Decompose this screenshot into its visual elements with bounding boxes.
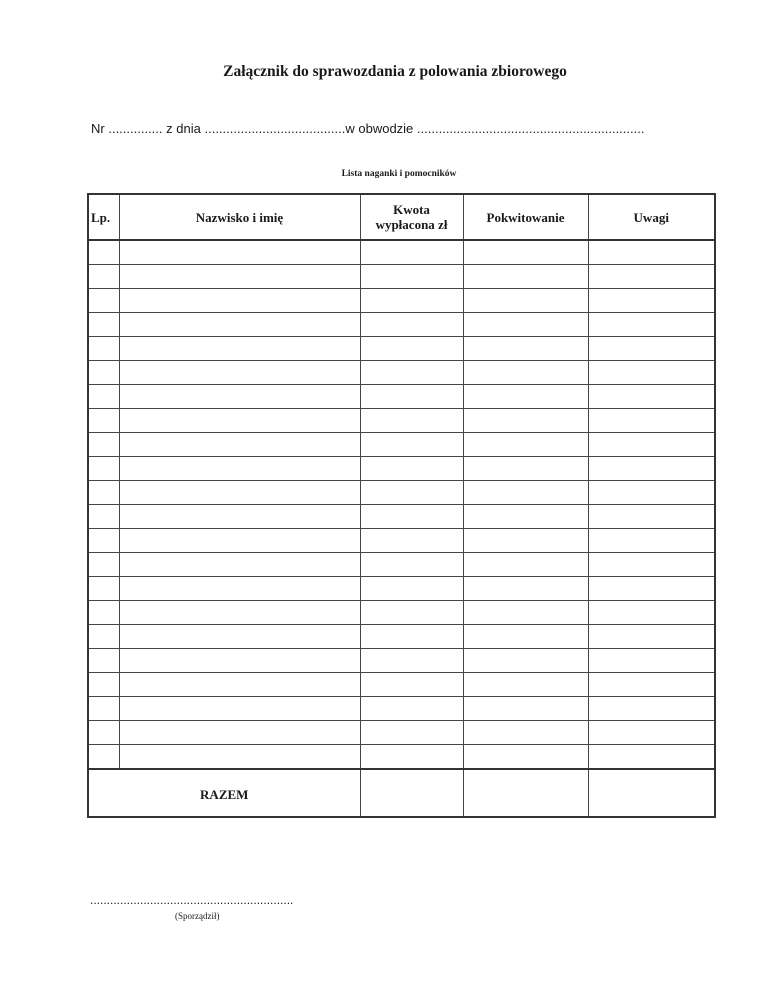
table-row bbox=[88, 409, 715, 433]
notes-cell[interactable] bbox=[588, 240, 715, 265]
name-cell[interactable] bbox=[119, 265, 360, 289]
name-cell[interactable] bbox=[119, 505, 360, 529]
notes-cell[interactable] bbox=[588, 409, 715, 433]
name-cell[interactable] bbox=[119, 337, 360, 361]
notes-cell[interactable] bbox=[588, 289, 715, 313]
receipt-cell[interactable] bbox=[463, 625, 588, 649]
table-row bbox=[88, 240, 715, 265]
name-cell[interactable] bbox=[119, 553, 360, 577]
amount-cell[interactable] bbox=[360, 529, 463, 553]
notes-cell[interactable] bbox=[588, 625, 715, 649]
district-field[interactable]: ............................................................... bbox=[416, 121, 645, 136]
notes-cell[interactable] bbox=[588, 313, 715, 337]
amount-cell[interactable] bbox=[360, 240, 463, 265]
receipt-cell[interactable] bbox=[463, 697, 588, 721]
table-body bbox=[88, 240, 715, 769]
table-row bbox=[88, 313, 715, 337]
receipt-cell[interactable] bbox=[463, 505, 588, 529]
amount-cell[interactable] bbox=[360, 697, 463, 721]
table-row bbox=[88, 337, 715, 361]
amount-cell[interactable] bbox=[360, 745, 463, 770]
table-row bbox=[88, 433, 715, 457]
amount-cell[interactable] bbox=[360, 721, 463, 745]
receipt-cell[interactable] bbox=[463, 673, 588, 697]
amount-cell[interactable] bbox=[360, 409, 463, 433]
name-cell[interactable] bbox=[119, 409, 360, 433]
name-cell[interactable] bbox=[119, 577, 360, 601]
lp-cell[interactable] bbox=[88, 457, 119, 481]
name-cell[interactable] bbox=[119, 313, 360, 337]
table-row bbox=[88, 385, 715, 409]
header-amount-text: Kwota wypłacona zł bbox=[375, 202, 448, 232]
lp-cell[interactable] bbox=[88, 361, 119, 385]
document-title: Załącznik do sprawozdania z polowania zbiorowego bbox=[223, 63, 567, 80]
receipt-cell[interactable] bbox=[463, 361, 588, 385]
notes-cell[interactable] bbox=[588, 601, 715, 625]
notes-cell[interactable] bbox=[588, 577, 715, 601]
name-cell[interactable] bbox=[119, 385, 360, 409]
name-cell[interactable] bbox=[119, 361, 360, 385]
receipt-cell[interactable] bbox=[463, 649, 588, 673]
receipt-cell[interactable] bbox=[463, 457, 588, 481]
table-row bbox=[88, 625, 715, 649]
table-row bbox=[88, 697, 715, 721]
amount-cell[interactable] bbox=[360, 433, 463, 457]
amount-cell[interactable] bbox=[360, 289, 463, 313]
amount-cell[interactable] bbox=[360, 505, 463, 529]
amount-cell[interactable] bbox=[360, 361, 463, 385]
notes-cell[interactable] bbox=[588, 361, 715, 385]
table-row bbox=[88, 529, 715, 553]
header-fields bbox=[91, 121, 711, 136]
table-row bbox=[88, 481, 715, 505]
amount-cell[interactable] bbox=[360, 673, 463, 697]
signature-caption: (Sporządził) bbox=[175, 911, 220, 921]
lp-cell[interactable] bbox=[88, 433, 119, 457]
amount-cell[interactable] bbox=[360, 649, 463, 673]
name-cell[interactable] bbox=[119, 457, 360, 481]
notes-cell[interactable] bbox=[588, 649, 715, 673]
name-cell[interactable] bbox=[119, 433, 360, 457]
lp-cell[interactable] bbox=[88, 337, 119, 361]
nr-label: Nr bbox=[91, 121, 105, 136]
notes-cell[interactable] bbox=[588, 505, 715, 529]
total-row bbox=[88, 769, 715, 817]
receipt-cell[interactable] bbox=[463, 529, 588, 553]
amount-cell[interactable] bbox=[360, 265, 463, 289]
notes-cell[interactable] bbox=[588, 265, 715, 289]
receipt-cell[interactable] bbox=[463, 721, 588, 745]
receipt-cell[interactable] bbox=[463, 313, 588, 337]
lp-cell[interactable] bbox=[88, 385, 119, 409]
header-name: Nazwisko i imię bbox=[119, 194, 360, 240]
table-row bbox=[88, 577, 715, 601]
table-row bbox=[88, 457, 715, 481]
lp-cell[interactable] bbox=[88, 240, 119, 265]
table-row bbox=[88, 673, 715, 697]
amount-cell[interactable] bbox=[360, 553, 463, 577]
notes-cell[interactable] bbox=[588, 721, 715, 745]
table-row bbox=[88, 745, 715, 770]
notes-cell[interactable] bbox=[588, 529, 715, 553]
notes-cell[interactable] bbox=[588, 673, 715, 697]
name-cell[interactable] bbox=[119, 240, 360, 265]
lp-cell[interactable] bbox=[88, 721, 119, 745]
signature-line[interactable]: ............................................................. bbox=[90, 893, 294, 907]
name-cell[interactable] bbox=[119, 649, 360, 673]
lp-cell[interactable] bbox=[88, 649, 119, 673]
beaters-table bbox=[87, 193, 716, 818]
date-field[interactable]: ....................................... bbox=[204, 121, 346, 136]
amount-cell[interactable] bbox=[360, 625, 463, 649]
notes-cell[interactable] bbox=[588, 457, 715, 481]
header-lp: Lp. bbox=[88, 194, 119, 240]
name-cell[interactable] bbox=[119, 745, 360, 770]
name-cell[interactable] bbox=[119, 721, 360, 745]
lp-cell[interactable] bbox=[88, 505, 119, 529]
receipt-cell[interactable] bbox=[463, 433, 588, 457]
amount-cell[interactable] bbox=[360, 337, 463, 361]
receipt-cell[interactable] bbox=[463, 577, 588, 601]
receipt-cell[interactable] bbox=[463, 240, 588, 265]
receipt-cell[interactable] bbox=[463, 481, 588, 505]
receipt-cell[interactable] bbox=[463, 289, 588, 313]
table-row bbox=[88, 289, 715, 313]
lp-cell[interactable] bbox=[88, 577, 119, 601]
notes-cell[interactable] bbox=[588, 433, 715, 457]
list-subtitle: Lista naganki i pomocników bbox=[341, 169, 457, 179]
lp-cell[interactable] bbox=[88, 553, 119, 577]
notes-cell[interactable] bbox=[588, 481, 715, 505]
amount-cell[interactable] bbox=[360, 457, 463, 481]
table-header-row bbox=[88, 194, 715, 240]
table-row bbox=[88, 265, 715, 289]
amount-cell[interactable] bbox=[360, 577, 463, 601]
notes-cell[interactable] bbox=[588, 697, 715, 721]
receipt-cell[interactable] bbox=[463, 337, 588, 361]
name-cell[interactable] bbox=[119, 601, 360, 625]
lp-cell[interactable] bbox=[88, 409, 119, 433]
name-cell[interactable] bbox=[119, 529, 360, 553]
total-label: RAZEM bbox=[88, 769, 360, 817]
table-row bbox=[88, 649, 715, 673]
receipt-cell[interactable] bbox=[463, 745, 588, 770]
table-row bbox=[88, 361, 715, 385]
table-row bbox=[88, 721, 715, 745]
notes-cell[interactable] bbox=[588, 553, 715, 577]
table-row bbox=[88, 505, 715, 529]
name-cell[interactable] bbox=[119, 697, 360, 721]
notes-cell[interactable] bbox=[588, 337, 715, 361]
amount-cell[interactable] bbox=[360, 481, 463, 505]
lp-cell[interactable] bbox=[88, 265, 119, 289]
total-receipt-cell[interactable] bbox=[463, 769, 588, 817]
amount-cell[interactable] bbox=[360, 385, 463, 409]
name-cell[interactable] bbox=[119, 481, 360, 505]
table-row bbox=[88, 553, 715, 577]
lp-cell[interactable] bbox=[88, 529, 119, 553]
name-cell[interactable] bbox=[119, 625, 360, 649]
table-row bbox=[88, 601, 715, 625]
header-amount bbox=[360, 194, 463, 240]
notes-cell[interactable] bbox=[588, 385, 715, 409]
lp-cell[interactable] bbox=[88, 697, 119, 721]
lp-cell[interactable] bbox=[88, 745, 119, 770]
nr-field[interactable]: ............... bbox=[108, 121, 163, 136]
name-cell[interactable] bbox=[119, 289, 360, 313]
amount-cell[interactable] bbox=[360, 601, 463, 625]
name-cell[interactable] bbox=[119, 673, 360, 697]
total-notes-cell[interactable] bbox=[588, 769, 715, 817]
lp-cell[interactable] bbox=[88, 673, 119, 697]
lp-cell[interactable] bbox=[88, 625, 119, 649]
total-amount-cell[interactable] bbox=[360, 769, 463, 817]
receipt-cell[interactable] bbox=[463, 385, 588, 409]
lp-cell[interactable] bbox=[88, 289, 119, 313]
header-notes: Uwagi bbox=[588, 194, 715, 240]
lp-cell[interactable] bbox=[88, 601, 119, 625]
lp-cell[interactable] bbox=[88, 481, 119, 505]
lp-cell[interactable] bbox=[88, 313, 119, 337]
receipt-cell[interactable] bbox=[463, 265, 588, 289]
date-label: z dnia bbox=[166, 121, 201, 136]
amount-cell[interactable] bbox=[360, 313, 463, 337]
notes-cell[interactable] bbox=[588, 745, 715, 770]
receipt-cell[interactable] bbox=[463, 409, 588, 433]
receipt-cell[interactable] bbox=[463, 601, 588, 625]
receipt-cell[interactable] bbox=[463, 553, 588, 577]
district-label: w obwodzie bbox=[345, 121, 414, 136]
header-receipt: Pokwitowanie bbox=[463, 194, 588, 240]
